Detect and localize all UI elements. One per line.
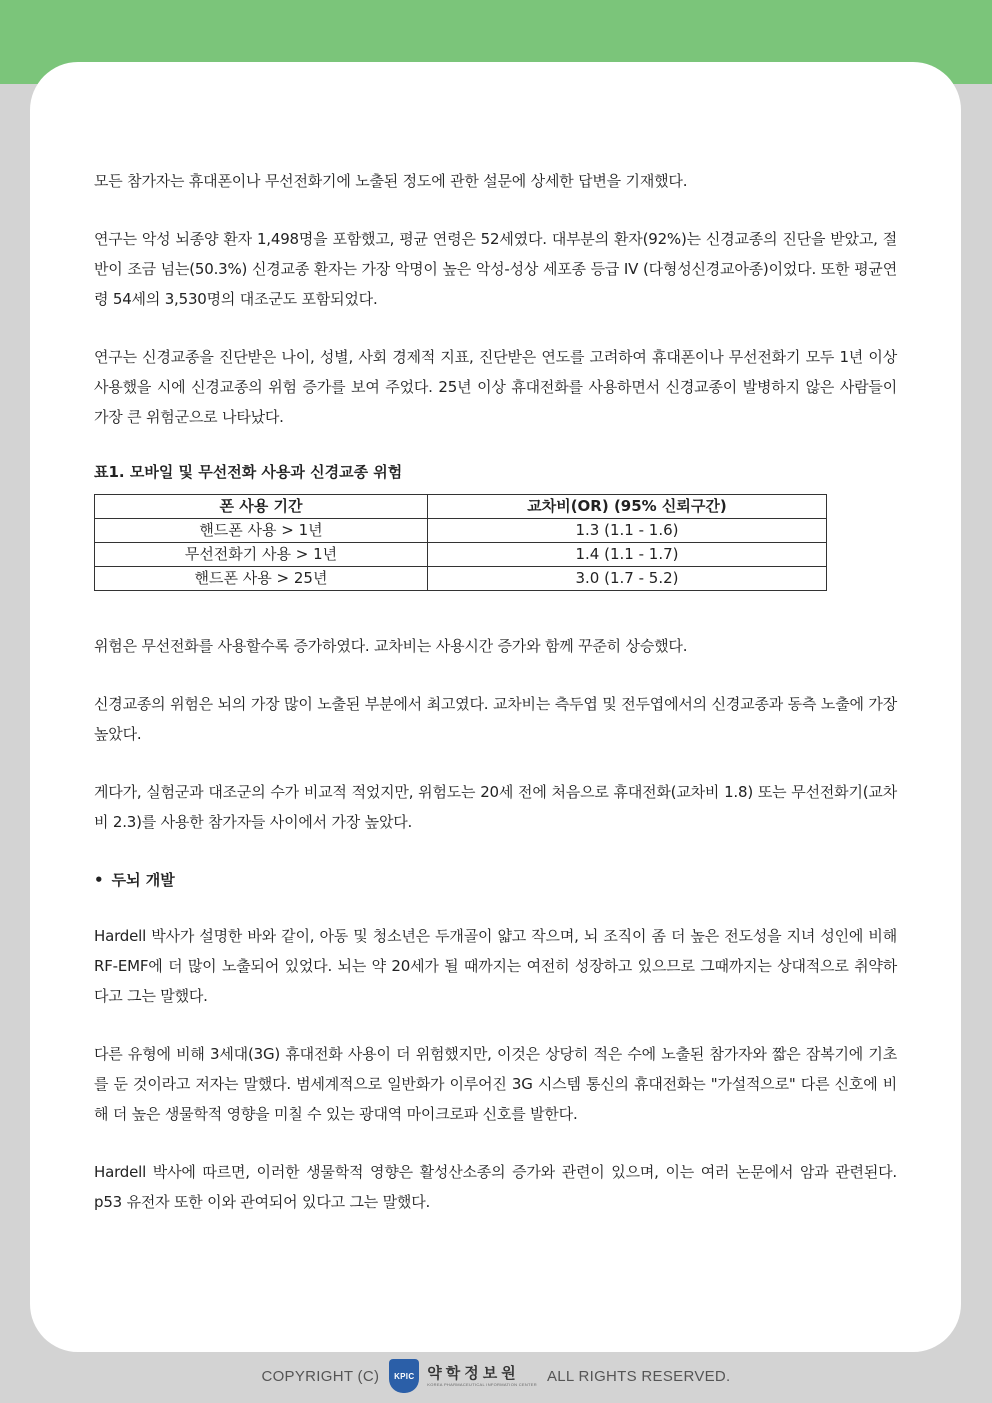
cell-odds-ratio: 1.4 (1.1 - 1.7) [428,543,827,567]
rights-text: ALL RIGHTS RESERVED. [546,1367,731,1385]
cell-odds-ratio: 1.3 (1.1 - 1.6) [428,519,827,543]
cell-usage-period: 무선전화기 사용 > 1년 [95,543,428,567]
section-heading-text: 두뇌 개발 [111,871,175,889]
table-row [95,519,827,543]
kpic-badge-icon: KPIC [389,1359,419,1393]
logo-korean-name: 약학정보원 [427,1364,520,1382]
cell-usage-period: 핸드폰 사용 > 25년 [95,567,428,591]
cell-odds-ratio: 3.0 (1.7 - 5.2) [428,567,827,591]
logo-english-name: KOREA PHARMACEUTICAL INFORMATION CENTER [427,1381,537,1387]
odds-ratio-table [94,494,827,591]
logo-text [427,1366,537,1387]
bullet-icon: • [94,871,104,889]
paragraph-risk-increase: 연구는 신경교종을 진단받은 나이, 성별, 사회 경제적 지표, 진단받은 연도를 고려하여 휴대폰이나 무선전화기 모두 1년 이상 사용했을 시에 신경교종의 위험 증가를 보여 주었다. 25년 이상 휴대전화를 사용하면서 신경교종이 발병하지 않은 사람들이 가장 큰 위험군으로 나타났다. [94,348,897,426]
copyright-text: COPYRIGHT (C) [261,1367,380,1385]
paragraph-usage-risk: 위험은 무선전화를 사용할수록 증가하였다. 교차비는 사용시간 증가와 함께 꾸준히 상승했다. [94,637,688,655]
table-title: 표1. 모바일 및 무선전화 사용과 신경교종 위험 [94,463,403,481]
paragraph-study-population: 연구는 악성 뇌종양 환자 1,498명을 포함했고, 평균 연령은 52세였다. 대부분의 환자(92%)는 신경교종의 진단을 받았고, 절반이 조금 넘는(50.3%) 신경교종 환자는 가장 악명이 높은 악성-성상 세포종 등급 IV (다형성신경교아종)이었다. 또한 평균연령 54세의 3,530명의 대조군도 포함되었다. [94,230,897,308]
header-usage-period: 폰 사용 기간 [95,495,428,519]
paragraph-oxidative-stress: Hardell 박사에 따르면, 이러한 생물학적 영향은 활성산소종의 증가와 관련이 있으며, 이는 여러 논문에서 암과 관련된다. p53 유전자 또한 이와 관여되어 있다고 그는 말했다. [94,1163,897,1211]
paragraph-3g-risk: 다른 유형에 비해 3세대(3G) 휴대전화 사용이 더 위험했지만, 이것은 상당히 적은 수에 노출된 참가자와 짧은 잠복기에 기초를 둔 것이라고 저자는 말했다. 범세계적으로 일반화가 이루어진 3G 시스템 통신의 휴대전화는 "가설적으로" 다른 신호에 비해 더 높은 생물학적 영향을 미칠 수 있는 광대역 마이크로파 신호를 발한다. [94,1045,897,1123]
paragraph-brain-region: 신경교종의 위험은 뇌의 가장 많이 노출된 부분에서 최고였다. 교차비는 측두엽 및 전두엽에서의 신경교종과 동측 노출에 가장 높았다. [94,695,897,743]
table-header-row [95,495,827,519]
paragraph-children-exposure: Hardell 박사가 설명한 바와 같이, 아동 및 청소년은 두개골이 얇고 작으며, 뇌 조직이 좀 더 높은 전도성을 지녀 성인에 비해 RF-EMF에 더 많이 노출되어 있었다. 뇌는 약 20세가 될 때까지는 여전히 성장하고 있으므로 그때까지는 상대적으로 취약하다고 그는 말했다. [94,927,897,1005]
kpic-logo [389,1359,537,1393]
section-heading [94,865,897,895]
footer [0,1356,992,1396]
table-row [95,543,827,567]
header-odds-ratio: 교차비(OR) (95% 신뢰구간) [428,495,827,519]
cell-usage-period: 핸드폰 사용 > 1년 [95,519,428,543]
paragraph-early-use: 게다가, 실험군과 대조군의 수가 비교적 적었지만, 위험도는 20세 전에 처음으로 휴대전화(교차비 1.8) 또는 무선전화기(교차비 2.3)를 사용한 참가자들 사이에서 가장 높았다. [94,783,897,831]
table-row [95,567,827,591]
paragraph-survey: 모든 참가자는 휴대폰이나 무선전화기에 노출된 정도에 관한 설문에 상세한 답변을 기재했다. [94,172,688,190]
document-body [94,166,897,1245]
